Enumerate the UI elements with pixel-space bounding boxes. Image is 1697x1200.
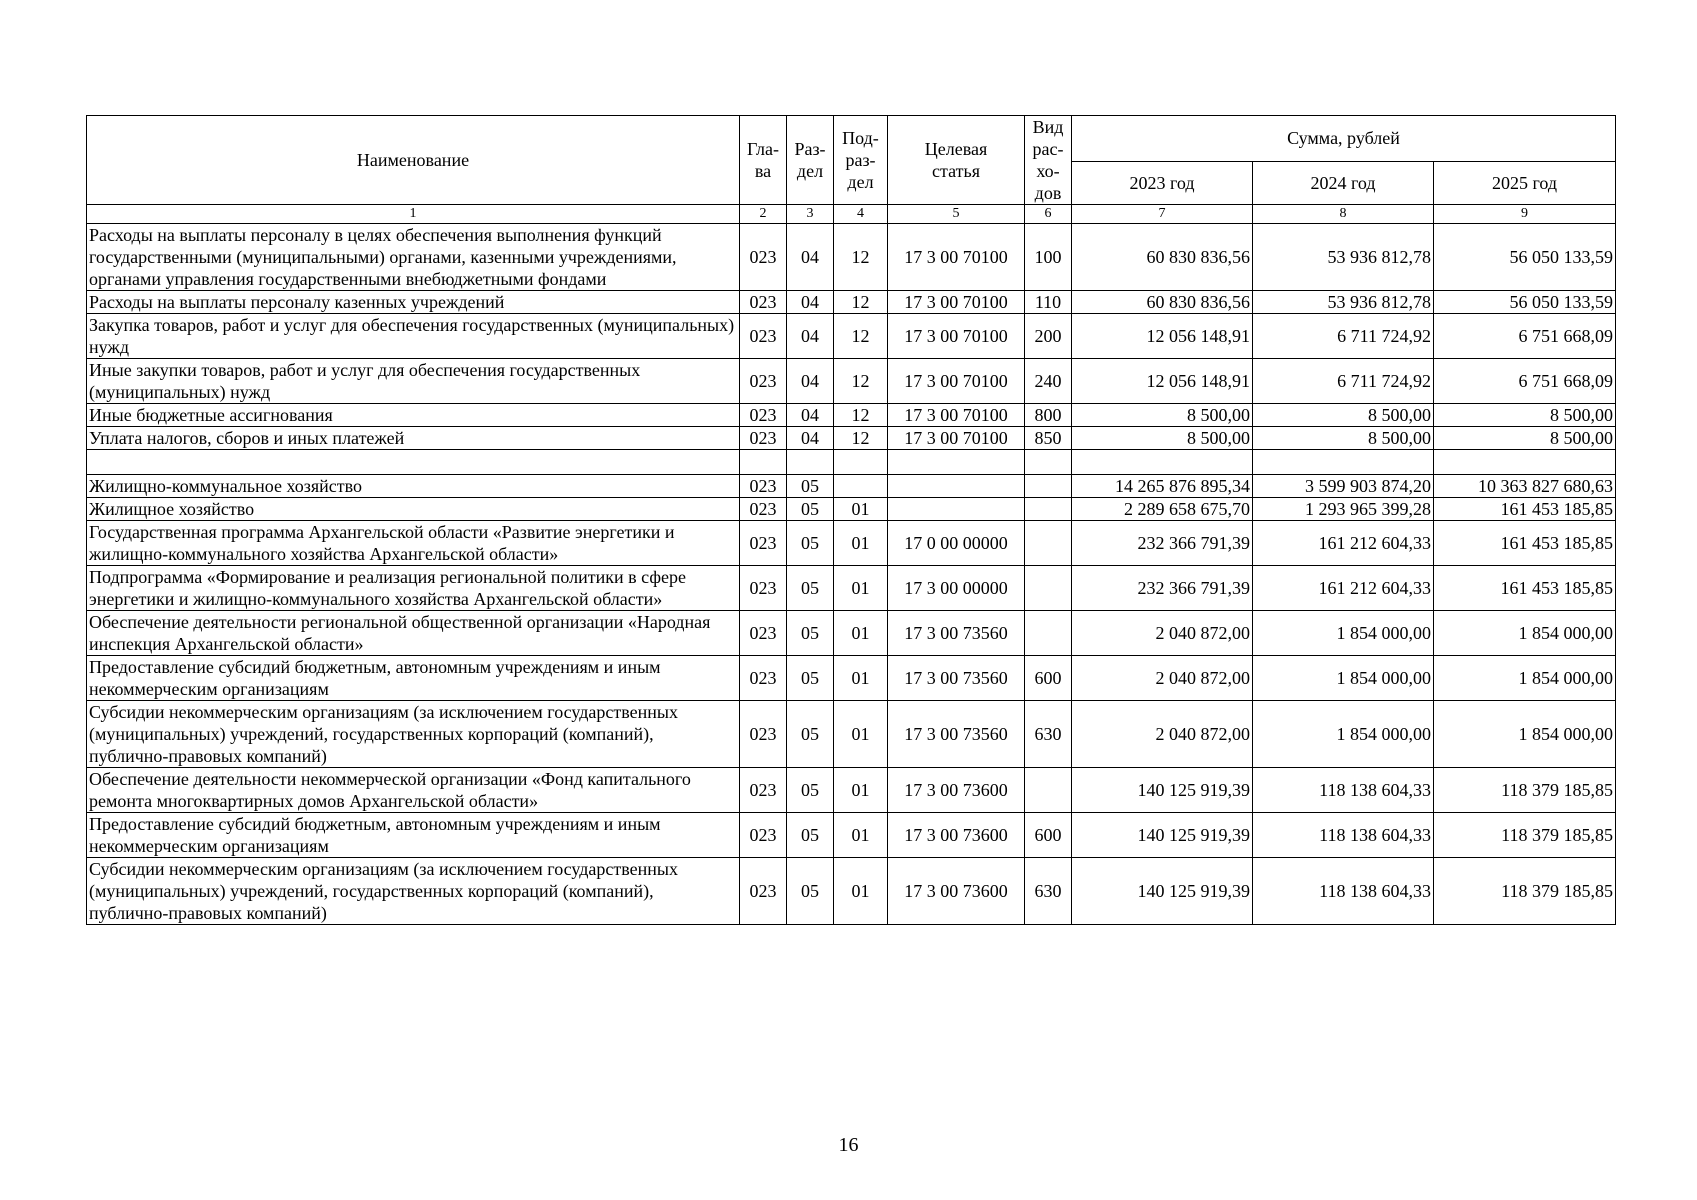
- row-vid: [1025, 611, 1072, 656]
- row-razdel: 05: [787, 656, 834, 701]
- row-vid: 110: [1025, 291, 1072, 314]
- row-razdel: 05: [787, 768, 834, 813]
- header-vid: Вид рас- хо- дов: [1025, 116, 1072, 205]
- row-razdel: 05: [787, 701, 834, 768]
- row-razdel: 05: [787, 498, 834, 521]
- row-name: Государственная программа Архангельской области «Развитие энергетики и жилищно-коммунального хозяйства Архангельской области»: [87, 521, 740, 566]
- row-amount-2025: 161 453 185,85: [1434, 566, 1616, 611]
- row-vid: 850: [1025, 427, 1072, 450]
- row-amount-2025: 10 363 827 680,63: [1434, 475, 1616, 498]
- row-statya: 17 3 00 73560: [888, 656, 1025, 701]
- row-amount-2023: 140 125 919,39: [1072, 813, 1253, 858]
- row-statya: 17 3 00 73560: [888, 611, 1025, 656]
- row-name: Иные закупки товаров, работ и услуг для обеспечения государственных (муниципальных) нужд: [87, 359, 740, 404]
- table-row: [87, 858, 1616, 925]
- header-year-2024: 2024 год: [1253, 161, 1434, 204]
- row-vid: 600: [1025, 813, 1072, 858]
- row-vid: [1025, 566, 1072, 611]
- table-row: [87, 404, 1616, 427]
- row-glava: [740, 450, 787, 475]
- row-amount-2024: 118 138 604,33: [1253, 858, 1434, 925]
- header-summa: Сумма, рублей: [1072, 116, 1616, 162]
- row-glava: 023: [740, 314, 787, 359]
- row-amount-2025: 161 453 185,85: [1434, 498, 1616, 521]
- table-row: [87, 291, 1616, 314]
- row-amount-2024: [1253, 450, 1434, 475]
- row-amount-2023: 140 125 919,39: [1072, 858, 1253, 925]
- row-razdel: 04: [787, 314, 834, 359]
- row-vid: [1025, 498, 1072, 521]
- row-amount-2025: 118 379 185,85: [1434, 858, 1616, 925]
- row-podrazdel: 01: [834, 611, 888, 656]
- row-amount-2025: 118 379 185,85: [1434, 768, 1616, 813]
- row-amount-2025: 8 500,00: [1434, 404, 1616, 427]
- row-vid: 200: [1025, 314, 1072, 359]
- row-podrazdel: 01: [834, 566, 888, 611]
- row-podrazdel: 01: [834, 768, 888, 813]
- row-amount-2025: 56 050 133,59: [1434, 291, 1616, 314]
- row-statya: 17 3 00 73560: [888, 701, 1025, 768]
- row-razdel: 04: [787, 291, 834, 314]
- row-razdel: 04: [787, 359, 834, 404]
- row-amount-2024: 1 854 000,00: [1253, 701, 1434, 768]
- row-amount-2023: 12 056 148,91: [1072, 314, 1253, 359]
- row-vid: [1025, 521, 1072, 566]
- header-podrazdel: Под- раз- дел: [834, 116, 888, 205]
- row-amount-2023: 2 040 872,00: [1072, 701, 1253, 768]
- row-amount-2024: 118 138 604,33: [1253, 813, 1434, 858]
- row-glava: 023: [740, 404, 787, 427]
- row-glava: 023: [740, 359, 787, 404]
- row-razdel: [787, 450, 834, 475]
- table-row: [87, 427, 1616, 450]
- table-row: [87, 359, 1616, 404]
- row-amount-2025: 118 379 185,85: [1434, 813, 1616, 858]
- row-statya: 17 3 00 70100: [888, 314, 1025, 359]
- column-number: 6: [1025, 205, 1072, 224]
- row-amount-2025: 6 751 668,09: [1434, 359, 1616, 404]
- row-name: Подпрограмма «Формирование и реализация региональной политики в сфере энергетики и жилищно-коммунального хозяйства Архангельской области»: [87, 566, 740, 611]
- row-razdel: 05: [787, 813, 834, 858]
- row-name: Обеспечение деятельности региональной общественной организации «Народная инспекция Архангельской области»: [87, 611, 740, 656]
- table-row: [87, 314, 1616, 359]
- table-row: [87, 656, 1616, 701]
- row-amount-2024: 1 293 965 399,28: [1253, 498, 1434, 521]
- row-statya: 17 3 00 70100: [888, 224, 1025, 291]
- row-statya: 17 3 00 73600: [888, 768, 1025, 813]
- row-vid: 600: [1025, 656, 1072, 701]
- row-amount-2025: 1 854 000,00: [1434, 611, 1616, 656]
- row-glava: 023: [740, 475, 787, 498]
- row-glava: 023: [740, 611, 787, 656]
- row-name: Обеспечение деятельности некоммерческой организации «Фонд капитального ремонта многоквартирных домов Архангельской области»: [87, 768, 740, 813]
- row-amount-2023: 12 056 148,91: [1072, 359, 1253, 404]
- row-statya: 17 3 00 70100: [888, 291, 1025, 314]
- row-vid: 800: [1025, 404, 1072, 427]
- row-razdel: 05: [787, 611, 834, 656]
- row-glava: 023: [740, 768, 787, 813]
- row-glava: 023: [740, 566, 787, 611]
- table-row: [87, 768, 1616, 813]
- table-body: [87, 224, 1616, 925]
- row-glava: 023: [740, 858, 787, 925]
- table-row: [87, 521, 1616, 566]
- row-amount-2023: 232 366 791,39: [1072, 566, 1253, 611]
- row-name: Расходы на выплаты персоналу казенных учреждений: [87, 291, 740, 314]
- column-numbers-row: [87, 205, 1616, 224]
- row-amount-2024: 1 854 000,00: [1253, 611, 1434, 656]
- row-podrazdel: 01: [834, 498, 888, 521]
- row-name: Уплата налогов, сборов и иных платежей: [87, 427, 740, 450]
- header-glava: Гла- ва: [740, 116, 787, 205]
- row-amount-2024: 8 500,00: [1253, 404, 1434, 427]
- row-amount-2024: 3 599 903 874,20: [1253, 475, 1434, 498]
- row-podrazdel: 01: [834, 656, 888, 701]
- row-name: Закупка товаров, работ и услуг для обеспечения государственных (муниципальных) нужд: [87, 314, 740, 359]
- column-number: 3: [787, 205, 834, 224]
- row-amount-2023: 60 830 836,56: [1072, 224, 1253, 291]
- row-glava: 023: [740, 224, 787, 291]
- row-amount-2024: 1 854 000,00: [1253, 656, 1434, 701]
- row-razdel: 04: [787, 224, 834, 291]
- row-statya: 17 3 00 00000: [888, 566, 1025, 611]
- row-amount-2024: 161 212 604,33: [1253, 566, 1434, 611]
- column-number: 5: [888, 205, 1025, 224]
- row-name: Субсидии некоммерческим организациям (за исключением государственных (муниципальных) учреждений, государственных корпораций (компаний), публично-правовых компаний): [87, 858, 740, 925]
- row-amount-2025: 1 854 000,00: [1434, 701, 1616, 768]
- table-row: [87, 475, 1616, 498]
- row-vid: 630: [1025, 701, 1072, 768]
- row-statya: 17 0 00 00000: [888, 521, 1025, 566]
- row-podrazdel: 12: [834, 427, 888, 450]
- column-number: 8: [1253, 205, 1434, 224]
- table-row: [87, 701, 1616, 768]
- row-podrazdel: [834, 450, 888, 475]
- row-amount-2023: 14 265 876 895,34: [1072, 475, 1253, 498]
- row-vid: [1025, 475, 1072, 498]
- row-amount-2024: 6 711 724,92: [1253, 314, 1434, 359]
- table-row: [87, 611, 1616, 656]
- row-statya: 17 3 00 73600: [888, 858, 1025, 925]
- header-year-2025: 2025 год: [1434, 161, 1616, 204]
- row-podrazdel: 01: [834, 813, 888, 858]
- header-year-2023: 2023 год: [1072, 161, 1253, 204]
- row-razdel: 05: [787, 521, 834, 566]
- row-statya: 17 3 00 70100: [888, 359, 1025, 404]
- row-glava: 023: [740, 701, 787, 768]
- row-name: Предоставление субсидий бюджетным, автономным учреждениям и иным некоммерческим организациям: [87, 656, 740, 701]
- row-statya: 17 3 00 70100: [888, 427, 1025, 450]
- row-amount-2023: 60 830 836,56: [1072, 291, 1253, 314]
- row-razdel: 05: [787, 858, 834, 925]
- row-name: Иные бюджетные ассигнования: [87, 404, 740, 427]
- row-amount-2024: 118 138 604,33: [1253, 768, 1434, 813]
- table-row: [87, 566, 1616, 611]
- column-number: 2: [740, 205, 787, 224]
- row-amount-2023: 8 500,00: [1072, 427, 1253, 450]
- header-name: Наименование: [87, 116, 740, 205]
- row-glava: 023: [740, 521, 787, 566]
- budget-table: [86, 115, 1616, 925]
- row-vid: 630: [1025, 858, 1072, 925]
- row-amount-2024: 53 936 812,78: [1253, 224, 1434, 291]
- row-podrazdel: [834, 475, 888, 498]
- row-amount-2023: [1072, 450, 1253, 475]
- table-row: [87, 224, 1616, 291]
- row-vid: [1025, 768, 1072, 813]
- row-amount-2024: 8 500,00: [1253, 427, 1434, 450]
- row-name: Жилищное хозяйство: [87, 498, 740, 521]
- row-amount-2023: 2 040 872,00: [1072, 611, 1253, 656]
- row-amount-2025: 8 500,00: [1434, 427, 1616, 450]
- row-amount-2023: 8 500,00: [1072, 404, 1253, 427]
- row-statya: [888, 450, 1025, 475]
- row-amount-2025: 6 751 668,09: [1434, 314, 1616, 359]
- table-row: [87, 450, 1616, 475]
- row-podrazdel: 12: [834, 404, 888, 427]
- row-amount-2024: 53 936 812,78: [1253, 291, 1434, 314]
- row-podrazdel: 01: [834, 858, 888, 925]
- row-amount-2024: 161 212 604,33: [1253, 521, 1434, 566]
- row-razdel: 05: [787, 475, 834, 498]
- row-amount-2023: 2 289 658 675,70: [1072, 498, 1253, 521]
- row-amount-2025: [1434, 450, 1616, 475]
- row-razdel: 04: [787, 427, 834, 450]
- column-number: 9: [1434, 205, 1616, 224]
- row-glava: 023: [740, 656, 787, 701]
- row-podrazdel: 12: [834, 291, 888, 314]
- row-amount-2023: 140 125 919,39: [1072, 768, 1253, 813]
- row-amount-2023: 232 366 791,39: [1072, 521, 1253, 566]
- row-statya: [888, 475, 1025, 498]
- table-row: [87, 813, 1616, 858]
- column-number: 4: [834, 205, 888, 224]
- row-amount-2025: 56 050 133,59: [1434, 224, 1616, 291]
- row-amount-2024: 6 711 724,92: [1253, 359, 1434, 404]
- row-amount-2025: 1 854 000,00: [1434, 656, 1616, 701]
- row-name: [87, 450, 740, 475]
- row-podrazdel: 12: [834, 314, 888, 359]
- table-header: [87, 116, 1616, 224]
- row-statya: 17 3 00 70100: [888, 404, 1025, 427]
- row-name: Субсидии некоммерческим организациям (за исключением государственных (муниципальных) учреждений, государственных корпораций (компаний), публично-правовых компаний): [87, 701, 740, 768]
- row-glava: 023: [740, 498, 787, 521]
- row-name: Предоставление субсидий бюджетным, автономным учреждениям и иным некоммерческим организациям: [87, 813, 740, 858]
- row-name: Расходы на выплаты персоналу в целях обеспечения выполнения функций государственными (муниципальными) органами, казенными учреждениями, органами управления государственными внебюджетными фондами: [87, 224, 740, 291]
- table-row: [87, 498, 1616, 521]
- row-glava: 023: [740, 291, 787, 314]
- row-podrazdel: 12: [834, 359, 888, 404]
- row-amount-2023: 2 040 872,00: [1072, 656, 1253, 701]
- row-podrazdel: 01: [834, 701, 888, 768]
- row-podrazdel: 12: [834, 224, 888, 291]
- page-number: 16: [838, 1134, 859, 1156]
- header-razdel: Раз- дел: [787, 116, 834, 205]
- column-number: 7: [1072, 205, 1253, 224]
- row-vid: 240: [1025, 359, 1072, 404]
- row-glava: 023: [740, 427, 787, 450]
- row-podrazdel: 01: [834, 521, 888, 566]
- column-number: 1: [87, 205, 740, 224]
- header-statya: Целевая статья: [888, 116, 1025, 205]
- row-name: Жилищно-коммунальное хозяйство: [87, 475, 740, 498]
- row-statya: 17 3 00 73600: [888, 813, 1025, 858]
- row-glava: 023: [740, 813, 787, 858]
- row-amount-2025: 161 453 185,85: [1434, 521, 1616, 566]
- row-razdel: 05: [787, 566, 834, 611]
- row-razdel: 04: [787, 404, 834, 427]
- row-vid: [1025, 450, 1072, 475]
- row-vid: 100: [1025, 224, 1072, 291]
- row-statya: [888, 498, 1025, 521]
